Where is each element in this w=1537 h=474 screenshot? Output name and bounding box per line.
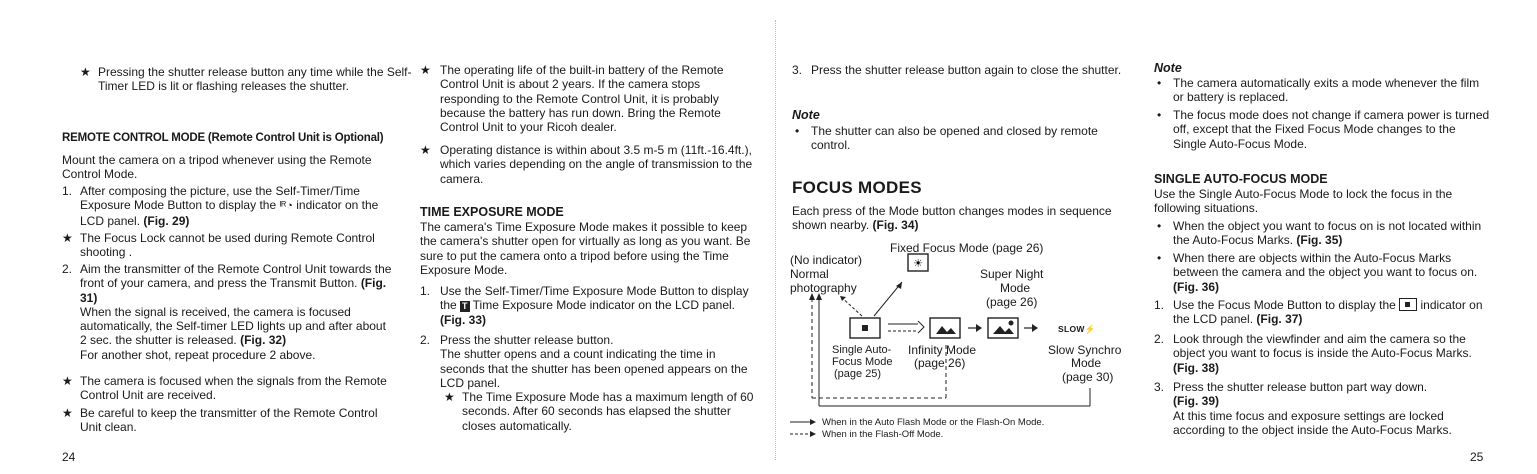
step-text: Time Exposure Mode indicator on the LCD panel.	[472, 298, 736, 313]
paragraph: Be careful to keep the transmitter of the Remote Control Unit clean.	[80, 406, 378, 435]
step-text: At this time focus and exposure settings are locked according to the object inside the Auto-Focus Marks.	[1173, 408, 1452, 437]
paragraph: Mount the camera on a tripod whenever using the Remote Control Mode.	[62, 153, 372, 182]
step-number: 1.	[62, 184, 73, 198]
step-text: Press the shutter release button part way down.	[1173, 380, 1428, 394]
diagram-graphics	[790, 238, 1120, 438]
star-icon: ★	[420, 63, 431, 77]
bullet-situation-2	[1154, 251, 1492, 294]
star-note-distance	[420, 143, 760, 186]
fixed-focus-glyph: ☀	[913, 257, 923, 270]
diagram-normal: Normal	[790, 267, 829, 281]
star-icon: ★	[444, 390, 455, 405]
figure-ref: (Fig. 39)	[1173, 394, 1220, 409]
time-exposure-icon: T	[462, 301, 468, 312]
bullet-icon: •	[1157, 219, 1162, 233]
paragraph: Operating distance is within about 3.5 m-5 m (11ft.-16.4ft.), which varies depending on the angle of transmission to the camera.	[440, 143, 753, 186]
paragraph: The Time Exposure Mode has a maximum length of 60 seconds. After 60 seconds has elapsed the shutter closes automatically.	[462, 390, 754, 433]
star-icon: ★	[62, 406, 73, 420]
bullet-situation-1	[1154, 219, 1492, 248]
step-text: indicator on the LCD panel.	[1173, 298, 1483, 327]
figure-ref: (Fig. 36)	[1173, 279, 1220, 294]
step-text: Look through the viewfinder and aim the camera so the object you want to focus is inside the Auto-Focus Marks.	[1173, 332, 1472, 361]
figure-ref: (Fig. 34)	[872, 218, 919, 233]
star-icon: ★	[80, 65, 91, 79]
star-icon: ★	[62, 231, 73, 245]
step-number: 2.	[1154, 332, 1165, 346]
star-note-battery	[420, 63, 760, 134]
step-number: 3.	[792, 63, 803, 77]
diagram-slow-2: Mode	[1071, 356, 1102, 370]
step-2	[62, 262, 395, 362]
step-text: Use the Focus Mode Button to display the	[1173, 298, 1396, 312]
star-icon: ★	[420, 143, 431, 157]
step-text: indicator on the LCD panel.	[80, 198, 379, 228]
page-number-left: 24	[62, 450, 76, 464]
step-1	[62, 184, 395, 228]
focus-mode-diagram	[790, 238, 1120, 438]
diagram-fixed-focus: Fixed Focus Mode (page 26)	[890, 241, 1044, 255]
step-text: Aim the transmitter of the Remote Control Unit towards the front of your camera, and press the Transmit Button.	[80, 262, 392, 291]
diagram-super-night-2: Mode	[1000, 281, 1031, 295]
step-number: 3.	[1154, 380, 1165, 394]
figure-ref: (Fig. 33)	[440, 312, 487, 327]
bullet-icon: •	[1157, 76, 1162, 90]
figure-ref: (Fig. 31)	[80, 276, 387, 305]
diagram-super-night-1: Super Night	[980, 267, 1044, 281]
figure-ref: (Fig. 29)	[143, 213, 190, 228]
step-text: The shutter opens and a count indicating the time in seconds that the shutter has been opened appears on the LCD panel.	[440, 347, 748, 390]
paragraph: The Focus Lock cannot be used during Remote Control shooting .	[80, 231, 375, 260]
af-step-2	[1154, 332, 1492, 375]
section-heading-remote: REMOTE CONTROL MODE (Remote Control Unit is Optional)	[62, 132, 384, 144]
diagram-legend-dashed: When in the Flash-Off Mode.	[822, 429, 944, 440]
step-number: 1.	[420, 284, 431, 298]
star-note-release	[80, 65, 413, 94]
infinity-mode-icon	[930, 318, 960, 338]
time-step-1	[420, 284, 760, 327]
star-note-careful	[62, 406, 395, 435]
step-text: For another shot, repeat procedure 2 above.	[80, 347, 316, 362]
figure-ref: (Fig. 37)	[1256, 312, 1303, 327]
diagram-slow-label: SLOW⚡	[1058, 324, 1096, 334]
diagram-single-3: (page 25)	[834, 368, 882, 380]
note-bullet	[1154, 108, 1492, 151]
diagram-single-2: Focus Mode	[832, 356, 893, 368]
star-icon: ★	[62, 374, 73, 388]
diagram-legend-solid: When in the Auto Flash Mode or the Flash-On Mode.	[822, 417, 1045, 428]
step-text: When the signal is received, the camera is focused automatically, the Self-timer LED lights up and after about 2 sec. the shutter is released.	[80, 304, 386, 348]
diagram-no-indicator: (No indicator)	[790, 253, 863, 267]
paragraph: Pressing the shutter release button any time while the Self-Timer LED is lit or flashing releases the shutter.	[98, 65, 412, 94]
section-heading-focus-modes: FOCUS MODES	[792, 178, 922, 197]
paragraph	[792, 204, 1132, 233]
af-dot	[862, 325, 868, 331]
paragraph: The camera's Time Exposure Mode makes it possible to keep the camera's shutter open for virtually as long as you want. Be sure to put the camera onto a tripod before using the Time Exposure Mode.	[420, 220, 751, 277]
paragraph: The operating life of the built-in battery of the Remote Control Unit is about 2 years. If the camera stops responding to the Remote Control Unit, it is probably because the battery has run down. Bring the Remote Control Unit to your Ricoh dealer.	[440, 63, 724, 135]
paragraph-text: When the object you want to focus on is not located within the Auto-Focus Marks.	[1173, 219, 1482, 248]
af-step-1	[1154, 298, 1492, 327]
note-bullet	[1154, 76, 1492, 105]
bullet-icon: •	[795, 124, 800, 138]
self-timer-ir-icon: ᴵᴿ◔	[279, 200, 293, 213]
page-fold-divider	[775, 20, 776, 460]
step-text: Press the shutter release button again to close the shutter.	[811, 63, 1122, 77]
page-number-right: 25	[1470, 450, 1484, 464]
note-label: Note	[792, 108, 820, 122]
paragraph: Use the Single Auto-Focus Mode to lock the focus in the following situations.	[1154, 187, 1453, 216]
diagram-slow-3: (page 30)	[1062, 370, 1114, 384]
af-step-3	[1154, 380, 1492, 437]
night-mountain-glyph	[993, 326, 1014, 334]
single-af-icon	[1399, 298, 1417, 311]
step-number: 2.	[420, 333, 431, 347]
diagram-super-night-3: (page 26)	[986, 295, 1038, 309]
star-note-focused	[62, 374, 395, 403]
paragraph: The shutter can also be opened and closed by remote control.	[811, 124, 1098, 153]
step-text: Press the shutter release button.	[440, 333, 614, 347]
step-number: 1.	[1154, 298, 1165, 312]
diagram-infinity-1: Infinity Mode	[908, 343, 977, 357]
diagram-single-1: Single Auto-	[832, 344, 892, 356]
paragraph: The camera is focused when the signals from the Remote Control Unit are received.	[80, 374, 387, 403]
paragraph: The camera automatically exits a mode whenever the film or battery is replaced.	[1173, 76, 1480, 105]
figure-ref: (Fig. 32)	[240, 333, 287, 348]
step-text: Use the Self-Timer/Time Exposure Mode Button to display the	[440, 284, 749, 313]
section-heading-time-exposure: TIME EXPOSURE MODE	[420, 205, 564, 219]
time-step-2	[420, 333, 760, 433]
section-heading-single-af: SINGLE AUTO-FOCUS MODE	[1154, 172, 1328, 186]
diagram-slow-1: Slow Synchro	[1048, 343, 1122, 357]
note-bullet	[792, 124, 1132, 153]
paragraph-text: When there are objects within the Auto-Focus Marks between the camera and the object you want to focus on.	[1173, 251, 1478, 280]
figure-ref: (Fig. 38)	[1173, 360, 1220, 375]
bullet-icon: •	[1157, 108, 1162, 122]
paragraph: The focus mode does not change if camera power is turned off, except that the Fixed Focus Mode changes to the Single Auto-Focus Mode.	[1173, 108, 1490, 151]
super-night-icon	[988, 318, 1018, 338]
step-number: 2.	[62, 262, 73, 276]
step-3	[792, 63, 1132, 77]
paragraph-text: Each press of the Mode button changes modes in sequence shown nearby.	[792, 204, 1112, 233]
mountain-glyph	[936, 326, 956, 334]
figure-ref: (Fig. 35)	[1296, 233, 1343, 248]
diagram-infinity-2: (page 26)	[914, 356, 966, 370]
moon-glyph	[1009, 321, 1014, 326]
note-label: Note	[1154, 61, 1182, 75]
diagram-photography: photography	[790, 281, 857, 295]
star-note-max-length	[440, 390, 760, 433]
star-note-focus-lock	[62, 231, 395, 260]
step-text: After composing the picture, use the Self-Timer/Time Exposure Mode Button to display the	[80, 184, 360, 213]
bullet-icon: •	[1157, 251, 1162, 265]
